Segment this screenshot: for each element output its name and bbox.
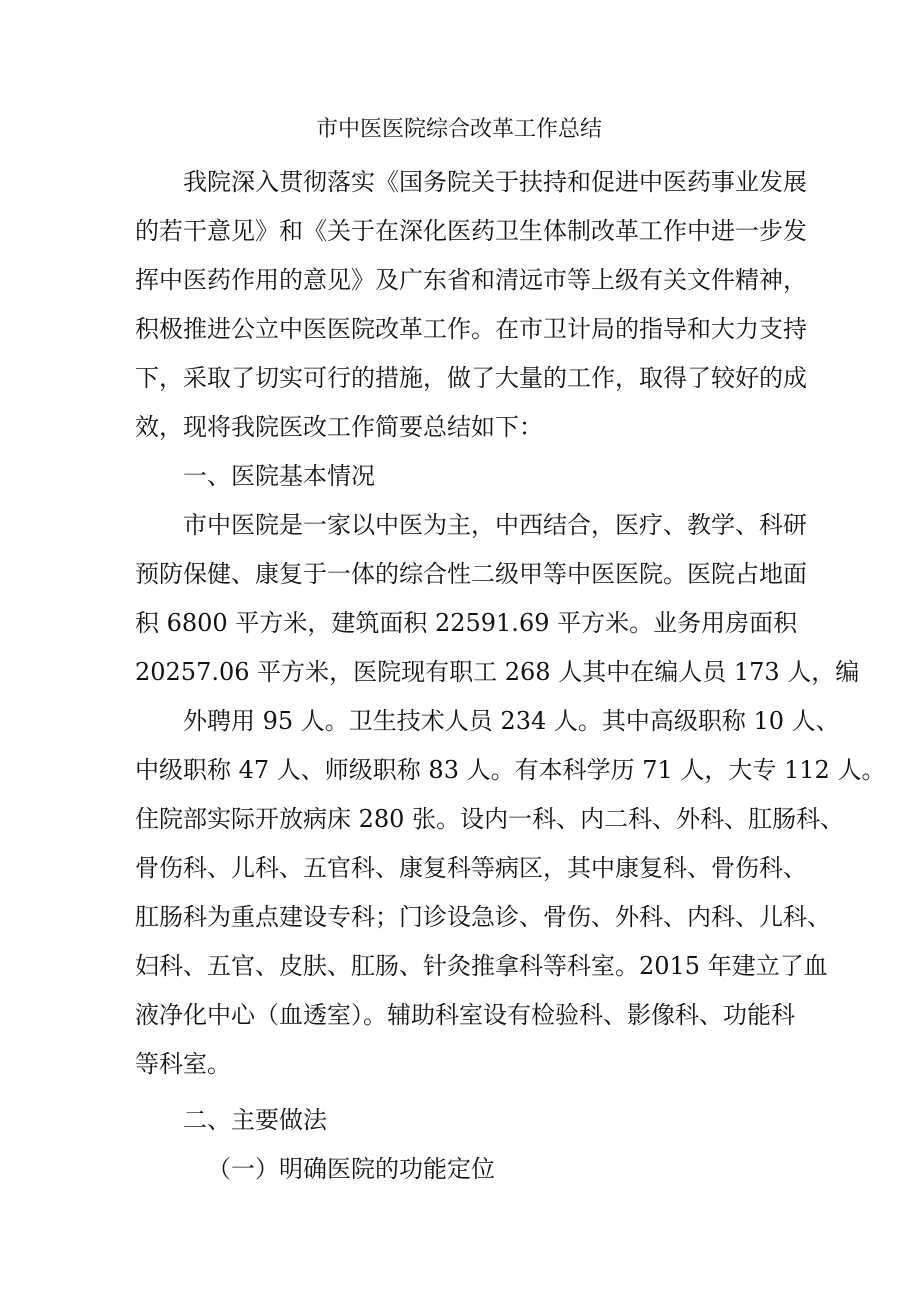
section1-paragraph2-line: 肛肠科为重点建设专科；门诊设急诊、骨伤、外科、内科、儿科、: [135, 903, 831, 931]
intro-line: 的若干意见》和《关于在深化医药卫生体制改革工作中进一步发: [135, 217, 807, 245]
document-title: 市中医医院综合改革工作总结: [316, 117, 603, 142]
section1-paragraph2-line: 骨伤科、儿科、五官科、康复科等病区，其中康复科、骨伤科、: [135, 854, 807, 882]
section1-paragraph2-line: 住院部实际开放病床 280 张。设内一科、内二科、外科、肛肠科、: [135, 805, 845, 833]
intro-line: 挥中医药作用的意见》及广东省和清远市等上级有关文件精神，: [135, 266, 807, 294]
intro-line: 效，现将我院医改工作简要总结如下：: [135, 413, 543, 441]
section1-paragraph1-line: 20257.06 平方米，医院现有职工 268 人其中在编人员 173 人，编: [135, 658, 860, 686]
section1-paragraph2-line: 液净化中心（血透室）。辅助科室设有检验科、影像科、功能科: [135, 1001, 795, 1029]
section1-paragraph2-line: 等科室。: [135, 1050, 231, 1078]
intro-line: 积极推进公立中医医院改革工作。在市卫计局的指导和大力支持: [135, 315, 807, 343]
intro-line: 我院深入贯彻落实《国务院关于扶持和促进中医药事业发展: [183, 168, 807, 196]
section2-heading: 二、主要做法: [183, 1106, 327, 1134]
section1-heading: 一、医院基本情况: [183, 462, 375, 490]
section1-paragraph2-line: 妇科、五官、皮肤、肛肠、针灸推拿科等科室。2015 年建立了血: [135, 952, 828, 980]
section1-paragraph2-line: 外聘用 95 人。卫生技术人员 234 人。其中高级职称 10 人、: [183, 707, 840, 735]
section1-paragraph1-line: 市中医院是一家以中医为主，中西结合，医疗、教学、科研: [183, 511, 807, 539]
intro-line: 下，采取了切实可行的措施，做了大量的工作，取得了较好的成: [135, 364, 807, 392]
subsection1-heading: （一）明确医院的功能定位: [207, 1155, 495, 1183]
section1-paragraph1-line: 预防保健、康复于一体的综合性二级甲等中医医院。医院占地面: [135, 560, 807, 588]
section1-paragraph2-line: 中级职称 47 人、师级职称 83 人。有本科学历 71 人，大专 112 人。: [135, 756, 886, 784]
section1-paragraph1-line: 积 6800 平方米，建筑面积 22591.69 平方米。业务用房面积: [135, 609, 798, 637]
